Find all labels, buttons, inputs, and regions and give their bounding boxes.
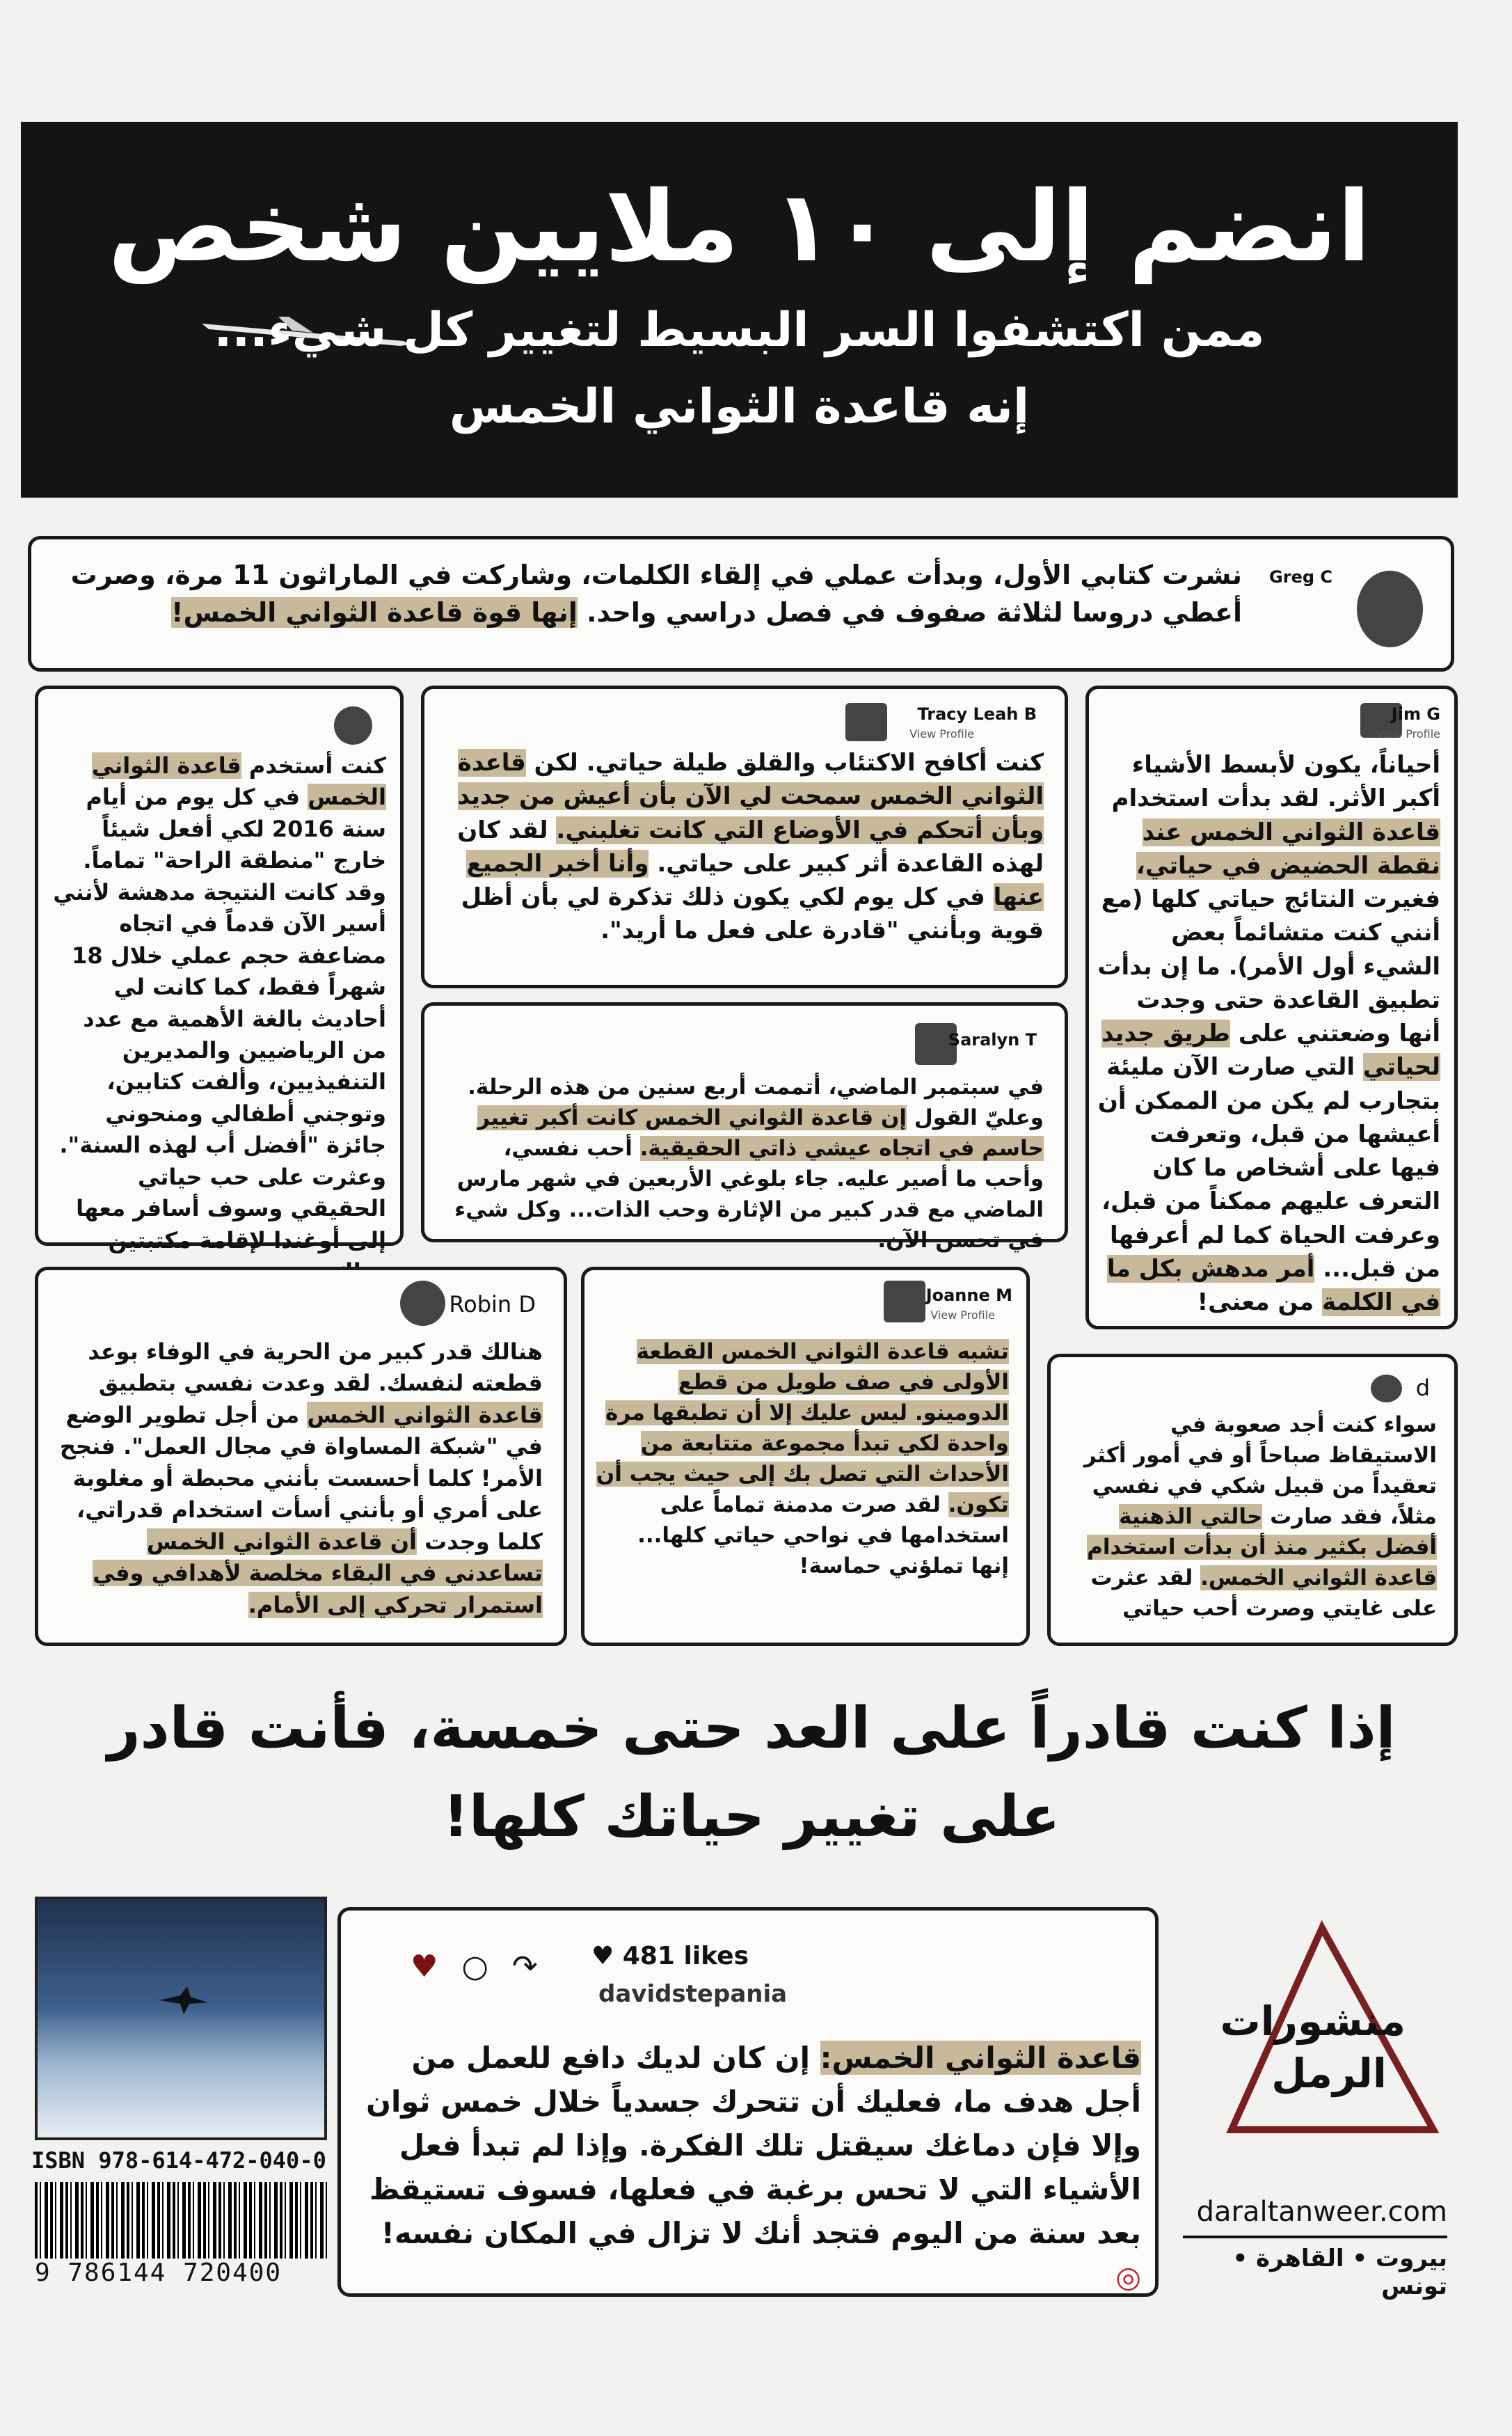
headline-line-2: على تغيير حياتك كلها! [443, 1784, 1060, 1851]
avatar [334, 706, 372, 745]
logo-text-1: منشورات [1220, 1998, 1406, 2045]
target-icon: ◎ [1115, 2260, 1141, 2294]
skydiver-photo [35, 1897, 327, 2140]
testimonial-highlight: إنها قوة قاعدة الثواني الخمس! [171, 596, 578, 628]
testimonial-text: التي صارت الآن مليئة بتجارب لم يكن من الممكن أن أعيشها من قبل، وتعرفت فيها على أشخاص ما كان التعرف عليهم ممكناً من قبل، وعرفت الحياة كما لم أعرفها من قبل... [1097, 1053, 1440, 1283]
post-highlight: قاعدة الثواني الخمس: [820, 2041, 1141, 2075]
testimonial-highlight: قاعدة الثواني الخمس [91, 752, 386, 811]
view-profile-label: View Profile [930, 1308, 995, 1322]
testimonial-text: في سبتمبر الماضي، أتممت أربع سنين من هذه الرحلة. وعليّ القول [468, 1075, 1044, 1131]
publisher-website[interactable]: daraltanweer.com [1196, 2196, 1447, 2228]
banner-subtitle: ممن اكتشفوا السر البسيط لتغيير كل شيء... [214, 303, 1265, 358]
reviewer-name: Greg C [1269, 567, 1332, 587]
reviewer-name: Jim G [1391, 704, 1440, 724]
avatar [1357, 571, 1423, 647]
testimonial-highlight: تشبه قاعدة الثواني الخمس القطعة الأولى في صف طويل من قطع الدومينو. ليس عليك إلا أن تطبقها مرة واحدة لكي تبدأ مجموعة متتابعة من الأحداث التي تصل بك إلى حيث يجب أن تكون. [596, 1339, 1009, 1518]
headline [104, 1684, 1399, 1861]
testimonial-text: سواء كنت أجد صعوبة في الاستيقاظ صباحاً أو في أمور أكثر تعقيداً من قبيل شكي في نفسي مثلاً، فقد صارت [1083, 1412, 1437, 1530]
share-icon[interactable]: ↷ [511, 1949, 538, 1984]
heart-icon: ♥ [591, 1942, 623, 1970]
post-actions [411, 1949, 538, 1984]
divider [1183, 2236, 1447, 2238]
likes-count: 481 likes [622, 1942, 749, 1970]
testimonial-text: نشرت كتابي الأول، وبدأت عملي في إلقاء الكلمات، وشاركت في الماراثون 11 مرة، وصرت أعطي دروسا لثلاثة صفوف في فصل دراسي واحد. [70, 560, 1242, 628]
testimonial-text: لقد صرت مدمنة تماماً على استخدامها في نواحي حياتي كلها... إنها تملؤني حماسة! [637, 1492, 1009, 1579]
reviewer-name: Tracy Leah B [917, 704, 1037, 724]
avatar [845, 703, 887, 741]
testimonial-highlight: قاعدة الثواني الخمس [307, 1401, 543, 1428]
reviewer-name: d [1415, 1375, 1430, 1401]
social-post-card [337, 1907, 1159, 2297]
reviewer-name: Saralyn T [948, 1030, 1037, 1050]
isbn-text: ISBN 978-614-472-040-0 [31, 2147, 326, 2174]
testimonial-text: أحب نفسي، وأحب ما أصير عليه. جاء بلوغي الأربعين في شهر مارس الماضي مع قدر كبير من الإثارة وحب الذات... وكل شيء في تحسن الآن. [454, 1136, 1044, 1253]
barcode [35, 2182, 327, 2265]
post-username[interactable]: davidstepania [598, 1980, 788, 2008]
testimonial-card-saralyn [421, 1002, 1068, 1253]
reviewer-name: Robin D [449, 1291, 536, 1318]
avatar [884, 1281, 925, 1322]
testimonial-highlight: طريق جديد لحياتي [1101, 1020, 1440, 1082]
testimonial-highlight: حالتي الذهنية أفضل بكثير منذ أن بدأت استخدام قاعدة الثواني الخمس. [1087, 1504, 1437, 1591]
testimonial-card-joanne [581, 1267, 1030, 1646]
testimonial-card-tracy [421, 686, 1068, 988]
testimonial-text: من معنى! [1197, 1288, 1314, 1317]
banner-subtitle-2: إنه قاعدة الثواني الخمس [449, 379, 1030, 434]
testimonial-text: لقد عثرت على غايتي وصرت أحب حياتي [1090, 1565, 1437, 1622]
comment-icon[interactable]: ○ [461, 1949, 488, 1984]
publisher-logo [1220, 1921, 1447, 2151]
testimonial-text: هنالك قدر كبير من الحرية في الوفاء بوعد قطعته لنفسك. لقد وعدت نفسي بتطبيق [88, 1338, 543, 1397]
logo-text-2: الرمل [1271, 2050, 1387, 2097]
reviewer-name: Joanne M [925, 1286, 1012, 1305]
testimonial-card-d [1047, 1354, 1458, 1646]
testimonial-text: من أجل تطوير الوضع في "شبكة المساواة في مجال العمل". فنجح الأمر! كلما أحسست بأنني محبطة أو مغلوبة على أمري أو بأنني أسأت استخدام قدراتي، كلما وجدت [59, 1401, 543, 1555]
skydiver-icon [156, 1983, 212, 2018]
testimonial-text: كنت أستخدم [248, 752, 386, 779]
testimonial-card-robin [35, 1267, 567, 1646]
testimonial-card-greg [28, 536, 1454, 672]
avatar [400, 1281, 445, 1326]
testimonial-text: في كل يوم من أيام سنة 2016 لكي أفعل شيئاً خارج "منطقة الراحة" تماماً. وقد كانت النتيجة مدهشة لأنني أسير الآن قدماً في اتجاه مضاعفة حجم عملي خلال 18 شهراً فقط، كما كانت لي أحاديث بالغة الأهمية مع عدد من الرياضيين والمديرين التنفيذيين، وألفت كتابين، وتوجني أطفالي ومنحوني جائزة "أفضل أب لهذه السنة". وعثرت على حب حياتي الحقيقي وسوف أسافر معها إلى أوغندا لإقامة مكتبتين [53, 784, 386, 1253]
heart-icon[interactable]: ♥ [411, 1949, 438, 1984]
publisher-cities: بيروت • القاهرة • تونس [1232, 2245, 1447, 2300]
barcode-number: 9 786144 720400 [35, 2259, 327, 2287]
view-profile-label: View Profile [909, 727, 974, 741]
testimonial-highlight: قاعدة الثواني الخمس سمحت لي الآن بأن أعيش من جديد وبأن أتحكم في الأوضاع التي كانت تغلبني. [457, 749, 1044, 844]
testimonial-text: كنت أكافح الاكتئاب والقلق طيلة حياتي. لكن [534, 749, 1044, 777]
testimonial-card-left [35, 686, 404, 1253]
top-banner [21, 122, 1458, 498]
testimonial-highlight: وأنا أخبر الجميع عنها [466, 849, 1044, 912]
testimonial-text: فغيرت النتائج حياتي كلها (مع أنني كنت متشائماً بعض الشيء أول الأمر). ما إن بدأت تطبيق القاعدة حتى وجدت أنها وضعتني على [1097, 885, 1440, 1048]
testimonial-highlight: أن قاعدة الثواني الخمس تساعدني في البقاء مخلصة لأهدافي وفي استمرار تحركي إلى الأمام. [93, 1528, 543, 1618]
testimonial-card-jim [1085, 686, 1458, 1329]
avatar [1371, 1375, 1402, 1402]
testimonial-text: لقد كان لهذه القاعدة أثر كبير على حياتي. [457, 816, 1044, 878]
headline-line-1: إذا كنت قادراً على العد حتى خمسة، فأنت قادر [107, 1695, 1396, 1762]
testimonial-text: أحياناً، يكون لأبسط الأشياء أكبر الأثر. لقد بدأت استخدام [1111, 751, 1440, 813]
testimonial-highlight: إن قاعدة الثواني الخمس كانت أكبر تغيير حاسم في اتجاه عيشي ذاتي الحقيقية. [477, 1105, 1044, 1162]
post-text: إن كان لديك دافع للعمل من أجل هدف ما، فعليك أن تتحرك جسدياً خلال خمس ثوان وإلا فإن دماغك سيقتل تلك الفكرة. وإذا لم تبدأ فعل الأشياء التي لا تحس برغبة في فعلها، فسوف تستيقظ بعد سنة من اليوم فتجد أنك لا تزال في المكان نفسه! [366, 2041, 1141, 2250]
testimonial-highlight: قاعدة الثواني الخمس عند نقطة الحضيض في حياتي، [1136, 818, 1440, 880]
testimonial-text: في كل يوم لكي يكون ذلك تذكرة لي بأن أظل قوية وبأنني "قادرة على فعل ما أريد". [461, 883, 1044, 945]
testimonial-highlight: أمر مدهش بكل ما في الكلمة [1107, 1254, 1440, 1317]
banner-title: انضم إلى ١٠ ملايين شخص [108, 171, 1371, 284]
view-profile-label: View Profile [1376, 727, 1440, 741]
